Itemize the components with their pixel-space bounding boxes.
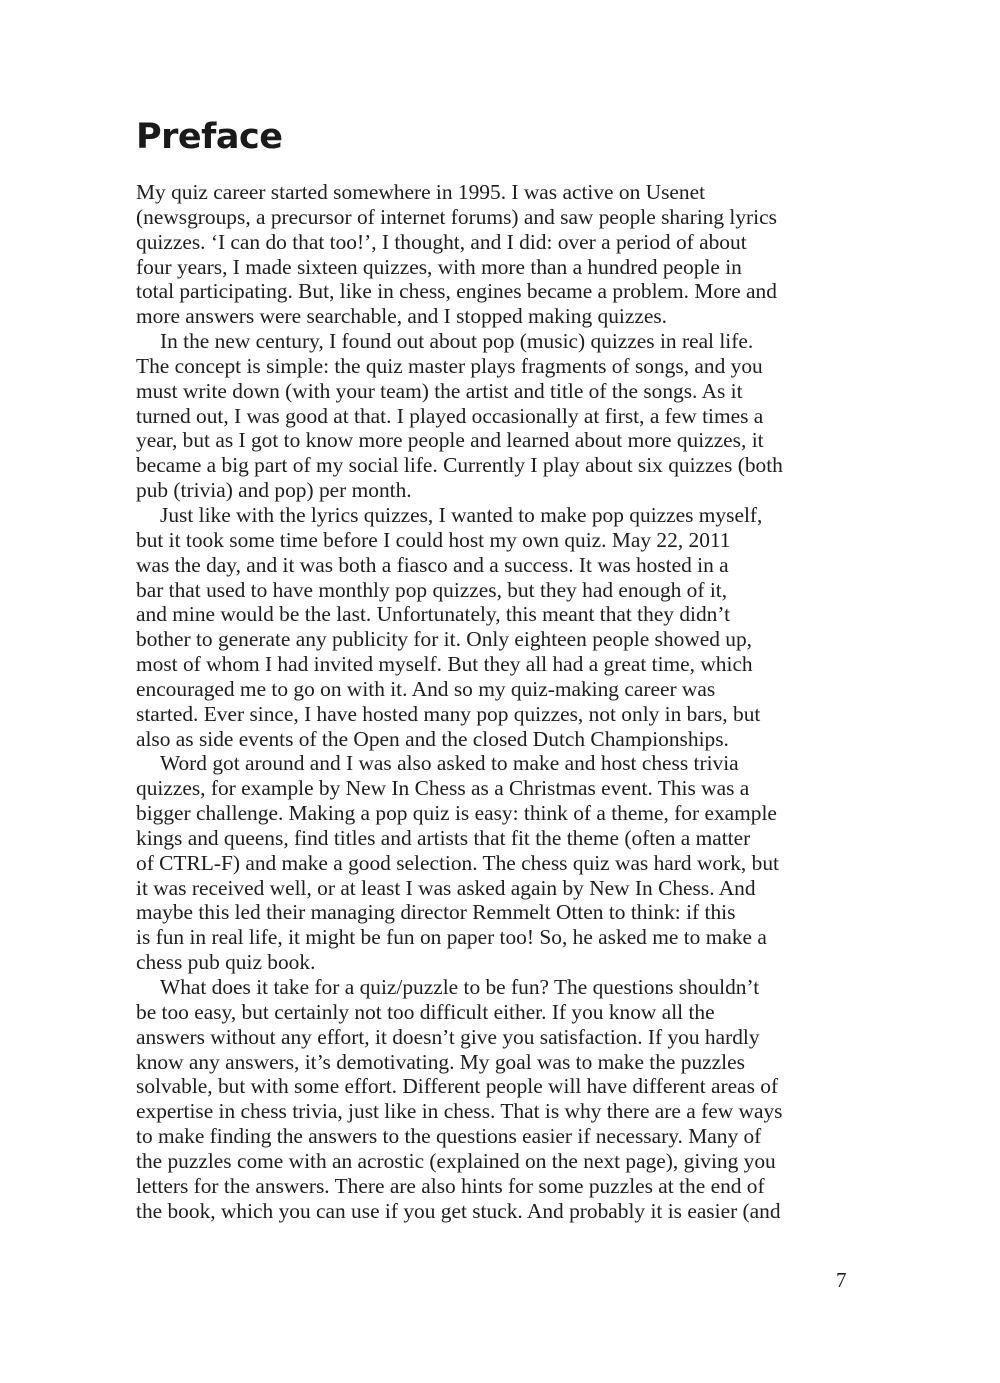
- page-number: 7: [836, 1268, 847, 1292]
- paragraph: What does it take for a quiz/puzzle to be fun? The questions shouldn’t be too easy, but certainly not too difficult either. If you know all the answers without any effort, it doesn’t give you satisfaction. If you hardly know any answers, it’s demotivating. My goal was to make the puzzles solvable, but with some effort. Different people will have different areas of expertise in chess trivia, just like in chess. That is why there are a few ways to make finding the answers to the questions easier if necessary. Many of the puzzles come with an acrostic (explained on the next page), giving you letters for the answers. There are also hints for some puzzles at the end of the book, which you can use if you get stuck. And probably it is easier (and: [136, 975, 783, 1223]
- paragraph: Word got around and I was also asked to make and host chess trivia quizzes, for example by New In Chess as a Christmas event. This was a bigger challenge. Making a pop quiz is easy: think of a theme, for example kings and queens, find titles and artists that fit the theme (often a matter of CTRL-F) and make a good selection. The chess quiz was hard work, but it was received well, or at least I was asked again by New In Chess. And maybe this led their managing director Remmelt Otten to think: if this is fun in real life, it might be fun on paper too! So, he asked me to make a chess pub quiz book.: [136, 751, 779, 975]
- paragraph: Just like with the lyrics quizzes, I wanted to make pop quizzes myself, but it took some time before I could host my own quiz. May 22, 2011 was the day, and it was both a fiasco and a success. It was hosted in a bar that used to have monthly pop quizzes, but they had enough of it, and mine would be the last. Unfortunately, this meant that they didn’t bother to generate any publicity for it. Only eighteen people showed up, most of whom I had invited myself. But they all had a great time, which encouraged me to go on with it. And so my quiz-making career was started. Ever since, I have hosted many pop quizzes, not only in bars, but also as side events of the Open and the closed Dutch Championships.: [136, 502, 763, 751]
- page-title: Preface: [136, 117, 283, 157]
- preface-body: [136, 180, 872, 1223]
- paragraph: My quiz career started somewhere in 1995. I was active on Usenet (newsgroups, a precursor of internet forums) and saw people sharing lyrics quizzes. ‘I can do that too!’, I thought, and I did: over a period of about four years, I made sixteen quizzes, with more than a hundred people in total participating. But, like in chess, engines became a problem. More and more answers were searchable, and I stopped making quizzes.: [136, 180, 777, 329]
- paragraph: In the new century, I found out about pop (music) quizzes in real life. The concept is simple: the quiz master plays fragments of songs, and you must write down (with your team) the artist and title of the songs. As it turned out, I was good at that. I played occasionally at first, a few times a year, but as I got to know more people and learned about more quizzes, it became a big part of my social life. Currently I play about six quizzes (both pub (trivia) and pop) per month.: [136, 329, 783, 503]
